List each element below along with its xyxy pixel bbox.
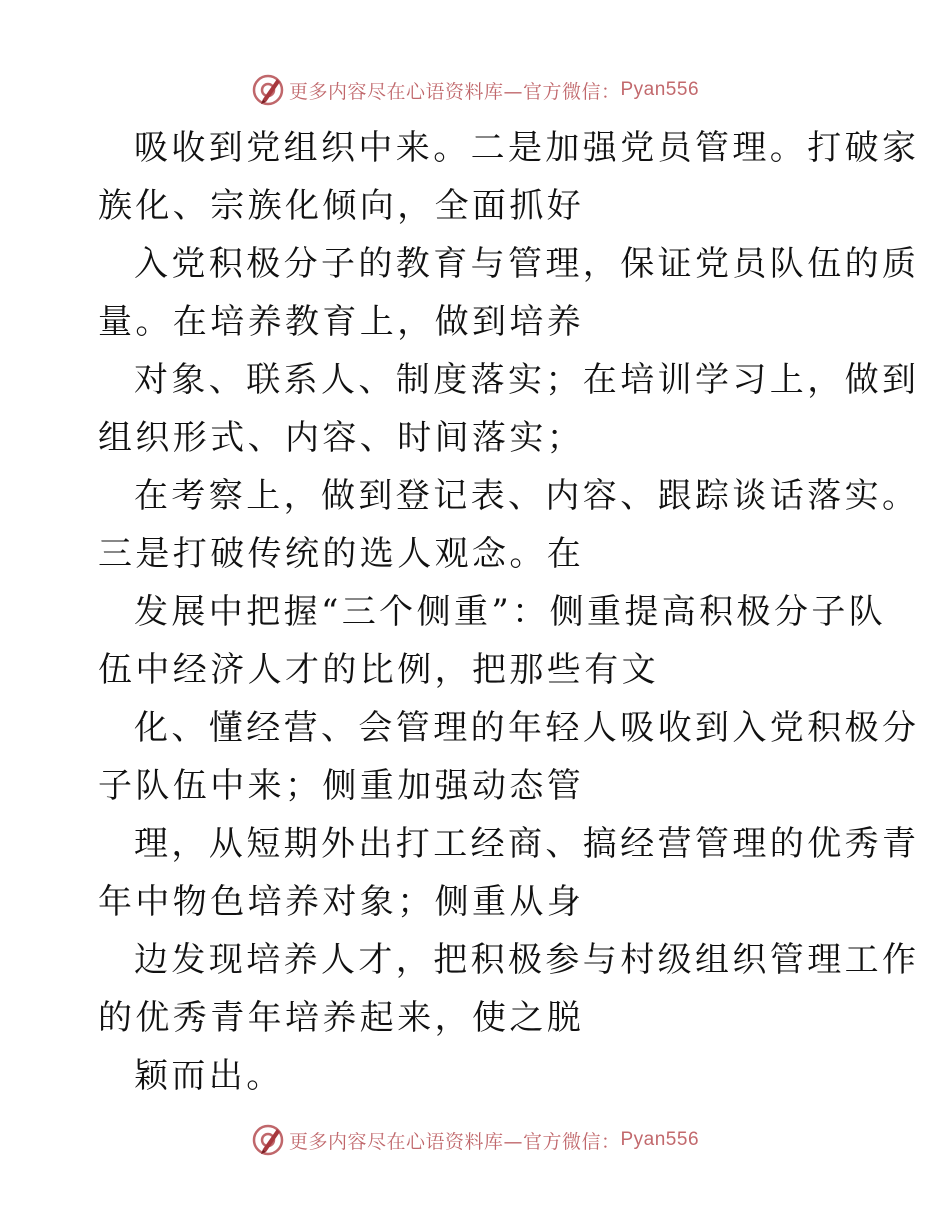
- brand-logo-icon: [251, 1123, 285, 1157]
- paragraph: [98, 815, 920, 931]
- text-line: 对象、联系人、制度落实；在培训学习上，做到: [134, 360, 920, 400]
- header-watermark: [0, 70, 950, 110]
- text-line: 化、懂经营、会管理的年轻人吸收到入党积极分: [134, 708, 920, 748]
- text-line: 组织形式、内容、时间落实；: [98, 418, 585, 458]
- text-line: 族化、宗族化倾向，全面抓好: [98, 186, 585, 226]
- footer-watermark: [0, 1120, 950, 1160]
- text-line: 在考察上，做到登记表、内容、跟踪谈话落实。: [134, 476, 920, 516]
- text-line: 量。在培养教育上，做到培养: [98, 302, 585, 342]
- paragraph: [98, 1047, 858, 1105]
- text-line: 年中物色培养对象；侧重从身: [98, 882, 585, 922]
- watermark-text: 更多内容尽在心语资料库—官方微信：: [288, 1130, 621, 1153]
- text-line: 三是打破传统的选人观念。在: [98, 534, 585, 574]
- text-line: 吸收到党组织中来。二是加强党员管理。打破家: [134, 128, 920, 168]
- paragraph: [98, 931, 920, 1047]
- paragraph: [98, 351, 920, 467]
- paragraph: [98, 119, 920, 235]
- brand-logo-icon: [251, 73, 285, 107]
- watermark-text: 更多内容尽在心语资料库—官方微信：: [288, 80, 621, 103]
- text-line: 颖而出。: [134, 1056, 284, 1096]
- watermark-handle: Pyan556: [620, 79, 700, 100]
- text-line: 子队伍中来；侧重加强动态管: [98, 766, 585, 806]
- text-line: 的优秀青年培养起来，使之脱: [98, 998, 585, 1038]
- text-line: 发展中把握“三个侧重”：侧重提高积极分子队: [134, 592, 887, 632]
- paragraph: [98, 583, 887, 699]
- text-line: 伍中经济人才的比例，把那些有文: [98, 650, 659, 690]
- paragraph: [98, 235, 920, 351]
- text-line: 边发现培养人才，把积极参与村级组织管理工作: [134, 940, 920, 980]
- watermark-handle: Pyan556: [620, 1129, 700, 1150]
- document-body: [98, 119, 920, 1105]
- paragraph: [98, 467, 920, 583]
- text-line: 理，从短期外出打工经商、搞经营管理的优秀青: [134, 824, 920, 864]
- text-line: 入党积极分子的教育与管理，保证党员队伍的质: [134, 244, 920, 284]
- paragraph: [98, 699, 920, 815]
